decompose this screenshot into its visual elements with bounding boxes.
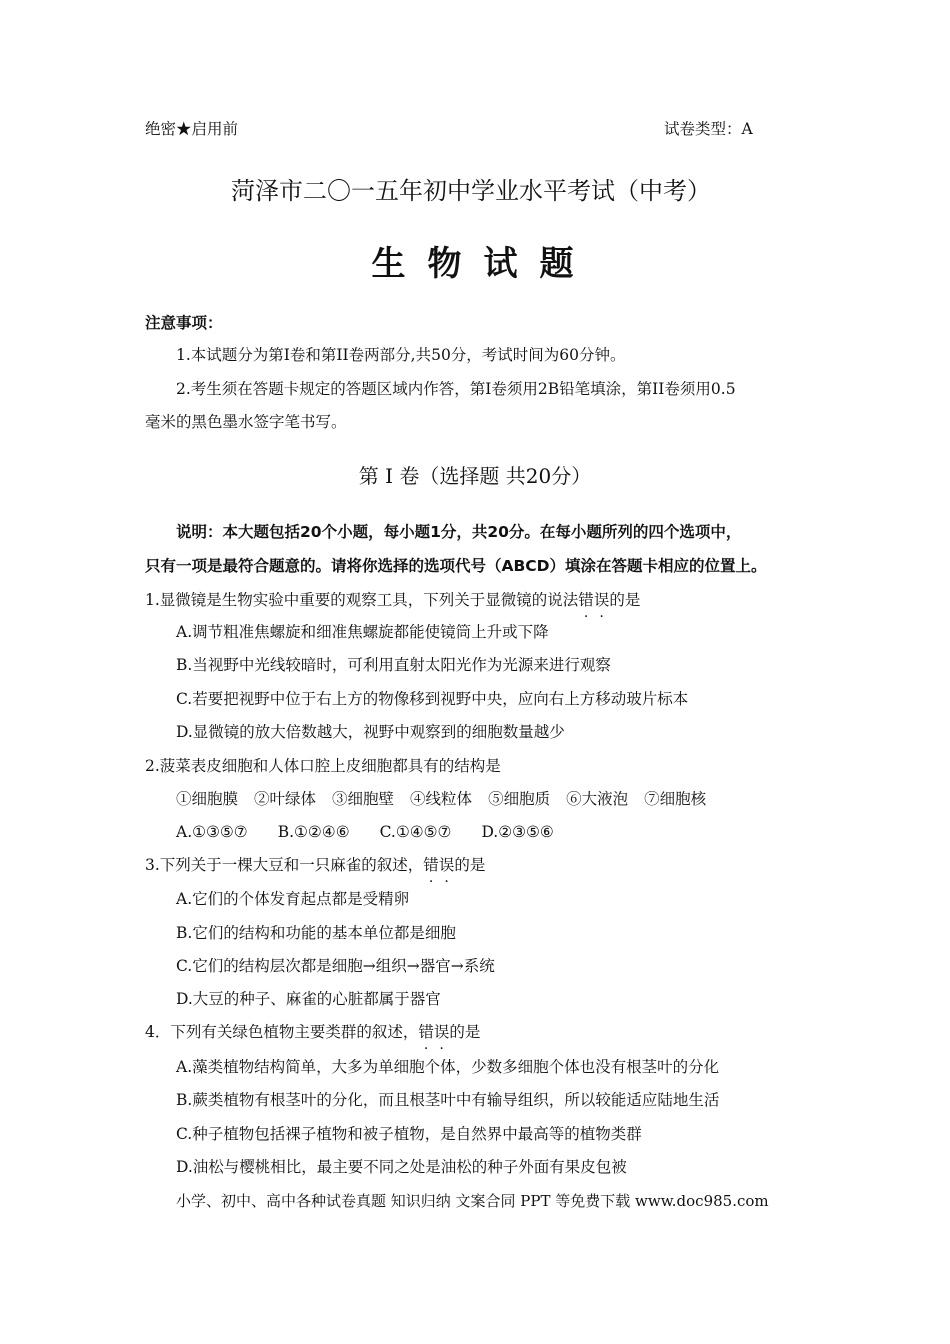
question-3-stem [145, 855, 485, 875]
instructions-line-2: 只有一项是最符合题意的。请将你选择的选项代号（ABCD）填涂在答题卡相应的位置上。 [145, 557, 767, 575]
structure-item: ⑥大液泡 [566, 790, 629, 808]
question-1-stem-end: 的是 [609, 591, 641, 609]
question-3-option-c: C.它们的结构层次都是细胞→组织→器官→系统 [176, 957, 495, 975]
emphasis-char: 误 [433, 1023, 450, 1041]
emphasis-char: 误 [593, 591, 610, 609]
question-3-option-a: A.它们的个体发育起点都是受精卵 [176, 890, 410, 908]
notice-item-2-cont: 毫米的黑色墨水签字笔书写。 [145, 413, 347, 431]
answer-option: B.①②④⑥ [277, 823, 350, 841]
emphasis-char: 错 [418, 1023, 434, 1041]
answer-option: C.①④⑤⑦ [379, 823, 452, 841]
question-3-option-d: D.大豆的种子、麻雀的心脏都属于器官 [176, 990, 441, 1008]
paper-type-label: 试卷类型：A [664, 120, 753, 138]
question-1-stem-text: 1.显微镜是生物实验中重要的观察工具，下列关于显微镜的说法 [145, 591, 579, 609]
question-3-stem-end: 的是 [454, 856, 486, 874]
section-heading: 第 I 卷（选择题 共20分） [358, 464, 592, 488]
question-4-option-d: D.油松与樱桃相比，最主要不同之处是油松的种子外面有果皮包被 [176, 1158, 627, 1176]
question-3-option-b: B.它们的结构和功能的基本单位都是细胞 [176, 924, 456, 942]
question-2-stem: 2.菠菜表皮细胞和人体口腔上皮细胞都具有的结构是 [145, 757, 501, 775]
question-4-stem [145, 1022, 480, 1042]
structure-item: ①细胞膜 [176, 790, 239, 808]
exam-title: 菏泽市二〇一五年初中学业水平考试（中考） [231, 177, 711, 205]
question-4-option-a: A.藻类植物结构简单，大多为单细胞个体，少数多细胞个体也没有根茎叶的分化 [176, 1058, 720, 1076]
question-2-items [176, 789, 722, 809]
notice-heading: 注意事项： [145, 314, 223, 332]
page-footer: 小学、初中、高中各种试卷真题 知识归纳 文案合同 PPT 等免费下载 www.doc985.com [176, 1192, 769, 1210]
question-4-option-c: C.种子植物包括裸子植物和被子植物，是自然界中最高等的植物类群 [176, 1125, 642, 1143]
answer-option: D.②③⑤⑥ [481, 823, 554, 841]
question-2-options [176, 822, 570, 842]
structure-item: ③细胞壁 [332, 790, 395, 808]
question-3-stem-text: 3.下列关于一棵大豆和一只麻雀的叙述， [145, 856, 424, 874]
confidential-label: 绝密★启用前 [145, 120, 239, 138]
question-1-option-d: D.显微镜的放大倍数越大，视野中观察到的细胞数量越少 [176, 723, 565, 741]
structure-item: ②叶绿体 [254, 790, 317, 808]
question-1-option-a: A.调节粗准焦螺旋和细准焦螺旋都能使镜筒上升或下降 [176, 623, 549, 641]
question-1-option-b: B.当视野中光线较暗时，可利用直射太阳光作为光源来进行观察 [176, 656, 611, 674]
emphasis-char: 误 [438, 856, 455, 874]
question-1-option-c: C.若要把视野中位于右上方的物像移到视野中央，应向右上方移动玻片标本 [176, 690, 689, 708]
question-4-option-b: B.蕨类植物有根茎叶的分化，而且根茎叶中有输导组织，所以较能适应陆地生活 [176, 1091, 720, 1109]
answer-option: A.①③⑤⑦ [176, 823, 248, 841]
question-1-stem [145, 590, 640, 610]
instructions-line-1: 说明：本大题包括20个小题，每小题1分，共20分。在每小题所列的四个选项中， [176, 523, 742, 541]
emphasis-char: 错 [423, 856, 439, 874]
notice-item-2: 2.考生须在答题卡规定的答题区域内作答，第I卷须用2B铅笔填涂，第II卷须用0.5 [176, 380, 736, 398]
question-4-stem-end: 的是 [449, 1023, 481, 1041]
structure-item: ⑤细胞质 [488, 790, 551, 808]
emphasis-char: 错 [578, 591, 594, 609]
structure-item: ⑦细胞核 [644, 790, 707, 808]
subject-title: 生物试题 [371, 244, 596, 284]
question-4-stem-text: 4．下列有关绿色植物主要类群的叙述， [145, 1023, 419, 1041]
structure-item: ④线粒体 [410, 790, 473, 808]
notice-item-1: 1.本试题分为第I卷和第II卷两部分,共50分，考试时间为60分钟。 [176, 346, 626, 364]
